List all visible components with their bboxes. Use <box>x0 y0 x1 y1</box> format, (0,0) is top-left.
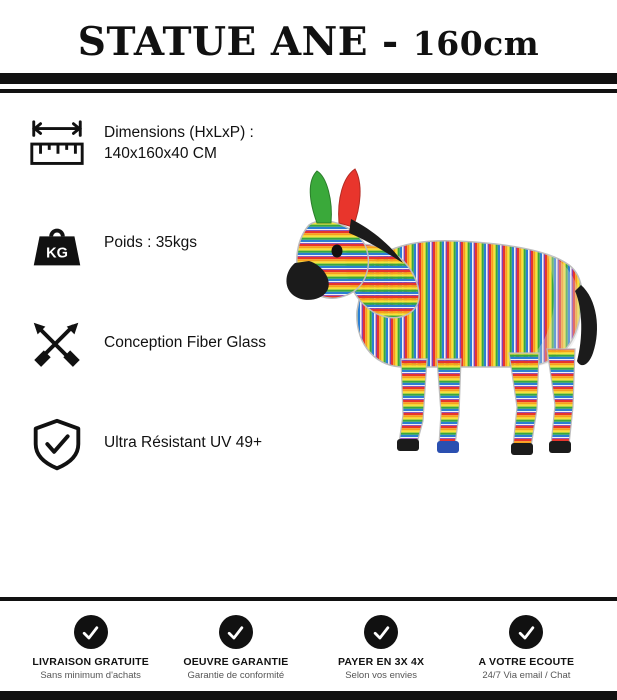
footer-item-subtitle: Sans minimum d'achats <box>40 670 141 681</box>
footer-item-subtitle: Selon vos envies <box>345 670 418 681</box>
page-title-block <box>0 0 617 73</box>
main-content <box>0 93 617 597</box>
page-title-size: 160cm <box>412 24 540 63</box>
feature-dimensions-line1: Dimensions (HxLxP) : <box>104 124 254 142</box>
footer-item-livraison <box>18 615 163 681</box>
feature-weight <box>26 215 326 273</box>
weight-icon-label: KG <box>46 245 68 262</box>
feature-dimensions-line2: 140x160x40 CM <box>104 144 217 162</box>
feature-conception-text: Conception Fiber Glass <box>104 334 266 352</box>
donkey-leg-hind-right <box>547 349 575 445</box>
footer-item-title: OEUVRE GARANTIE <box>183 656 289 668</box>
shield-check-icon <box>26 415 88 473</box>
footer-item-garantie <box>163 615 308 681</box>
page-title <box>0 19 617 65</box>
check-icon <box>74 615 108 649</box>
feature-conception <box>26 315 326 373</box>
footer-item-subtitle: Garantie de conformité <box>187 670 285 681</box>
footer-badges <box>0 601 617 691</box>
footer-item-subtitle: 24/7 Via email / Chat <box>482 670 571 681</box>
footer-item-paiement <box>309 615 454 681</box>
feature-dimensions-text <box>104 123 254 165</box>
page-title-text: STATUE ANE - <box>77 19 413 65</box>
footer-item-title: PAYER EN 3X 4X <box>337 656 425 668</box>
donkey-leg-front-left <box>399 359 427 443</box>
feature-uv-resistance-text: Ultra Résistant UV 49+ <box>104 434 263 452</box>
feature-dimensions <box>26 115 326 173</box>
feature-weight-text: Poids : 35kgs <box>104 234 198 252</box>
donkey-ear-right <box>339 169 360 227</box>
ruler-icon <box>26 115 88 173</box>
donkey-leg-hind-left <box>509 353 539 447</box>
footer-item-ecoute <box>454 615 599 681</box>
feature-list <box>26 115 326 473</box>
footer-item-title: A VOTRE ECOUTE <box>478 656 575 668</box>
weight-icon <box>26 215 88 273</box>
check-icon <box>509 615 543 649</box>
check-icon <box>219 615 253 649</box>
donkey-leg-front-right <box>437 359 461 445</box>
tools-icon <box>26 315 88 373</box>
footer-item-title: LIVRAISON GRATUITE <box>32 656 149 668</box>
check-icon <box>364 615 398 649</box>
divider-thick-bottom <box>0 691 617 700</box>
feature-uv-resistance <box>26 415 326 473</box>
divider-thick-top <box>0 73 617 84</box>
